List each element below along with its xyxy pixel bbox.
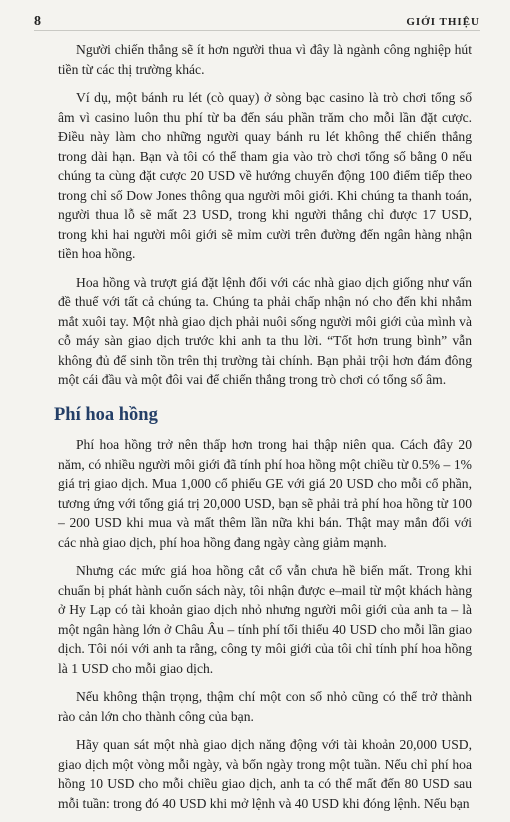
paragraph: Ví dụ, một bánh ru lét (cò quay) ở sòng bạc casino là trò chơi tổng số âm vì casino luôn thu phí từ ba đến sáu phần trăm cho mỗi lần đặt cược. Điều này làm cho những người quay bánh ru lét không thể chiến thắng trong dài hạn. Bạn và tôi có thể tham gia vào trò chơi tổng số bằng 0 nếu chúng ta cùng đặt cược 20 USD về hướng chuyển động 100 điểm tiếp theo trong chỉ số Dow Jones thông qua người môi giới. Khi chúng ta thanh toán, người thua lỗ sẽ mất 23 USD, trong khi người thắng chỉ được 17 USD, trong khi hai người môi giới sẽ mỉm cười trên đường đến ngân hàng nhận tiền hoa hồng. (58, 90, 472, 261)
page-body (54, 40, 472, 822)
paragraph: Người chiến thắng sẽ ít hơn người thua vì đây là ngành công nghiệp hút tiền từ các thị trường khác. (58, 42, 472, 77)
paragraph: Nếu không thận trọng, thậm chí một con số nhỏ cũng có thể trở thành rào cản lớn cho thành công của bạn. (58, 689, 472, 724)
page-number: 8 (34, 14, 41, 29)
page-header (34, 10, 480, 31)
section-heading: Phí hoa hồng (54, 404, 158, 425)
running-title: GIỚI THIỆU (406, 16, 480, 28)
paragraph: Nhưng các mức giá hoa hồng cắt cổ vẫn chưa hề biến mất. Trong khi chuẩn bị phát hành cuốn sách này, tôi nhận được e–mail từ một khách hàng ở Hy Lạp có tài khoản giao dịch nhỏ nhưng người môi giới của anh ta – là một ngân hàng lớn ở Châu Âu – tính phí tối thiểu 40 USD cho mỗi lần giao dịch. Tôi nói với anh ta rằng, công ty môi giới của tôi chỉ tính phí hoa hồng là 1 USD cho mỗi giao dịch. (58, 563, 472, 676)
paragraph: Phí hoa hồng trở nên thấp hơn trong hai thập niên qua. Cách đây 20 năm, có nhiều người môi giới đã tính phí hoa hồng một chiều từ 0.5% – 1% giá trị giao dịch. Mua 1,000 cổ phiếu GE với giá 20 USD cho mỗi cổ phần, tương ứng với tổng giá trị 20,000 USD, bạn sẽ phải trả phí hoa hồng từ 100 – 200 USD khi mua và mất thêm lần nữa khi bán. Thật may mắn đối với các nhà giao dịch, phí hoa hồng đang ngày càng giảm mạnh. (58, 437, 472, 550)
paragraph: Hãy quan sát một nhà giao dịch năng động với tài khoản 20,000 USD, giao dịch một vòng mỗi ngày, và bốn ngày trong một tuần. Nếu chỉ phí hoa hồng 10 USD cho mỗi chiều giao dịch, anh ta có thể mất đến 80 USD sau mỗi tuần: trong đó 40 USD khi mở lệnh và 40 USD khi đóng lệnh. Nếu bạn (58, 737, 472, 811)
paragraph: Hoa hồng và trượt giá đặt lệnh đối với các nhà giao dịch giống như vấn đề thuế với tất cả chúng ta. Chúng ta phải chấp nhận nó cho đến khi nhắm mắt xuôi tay. Một nhà giao dịch phải nuôi sống người môi giới của mình và cỗ máy sàn giao dịch trước khi anh ta thu lời. “Tốt hơn trung bình” vẫn không đủ để sinh tồn trên thị trường tài chính. Bạn phải trội hơn đám đông một cái đầu và một đôi vai để chiến thắng trong trò chơi có tổng số âm. (58, 274, 472, 387)
